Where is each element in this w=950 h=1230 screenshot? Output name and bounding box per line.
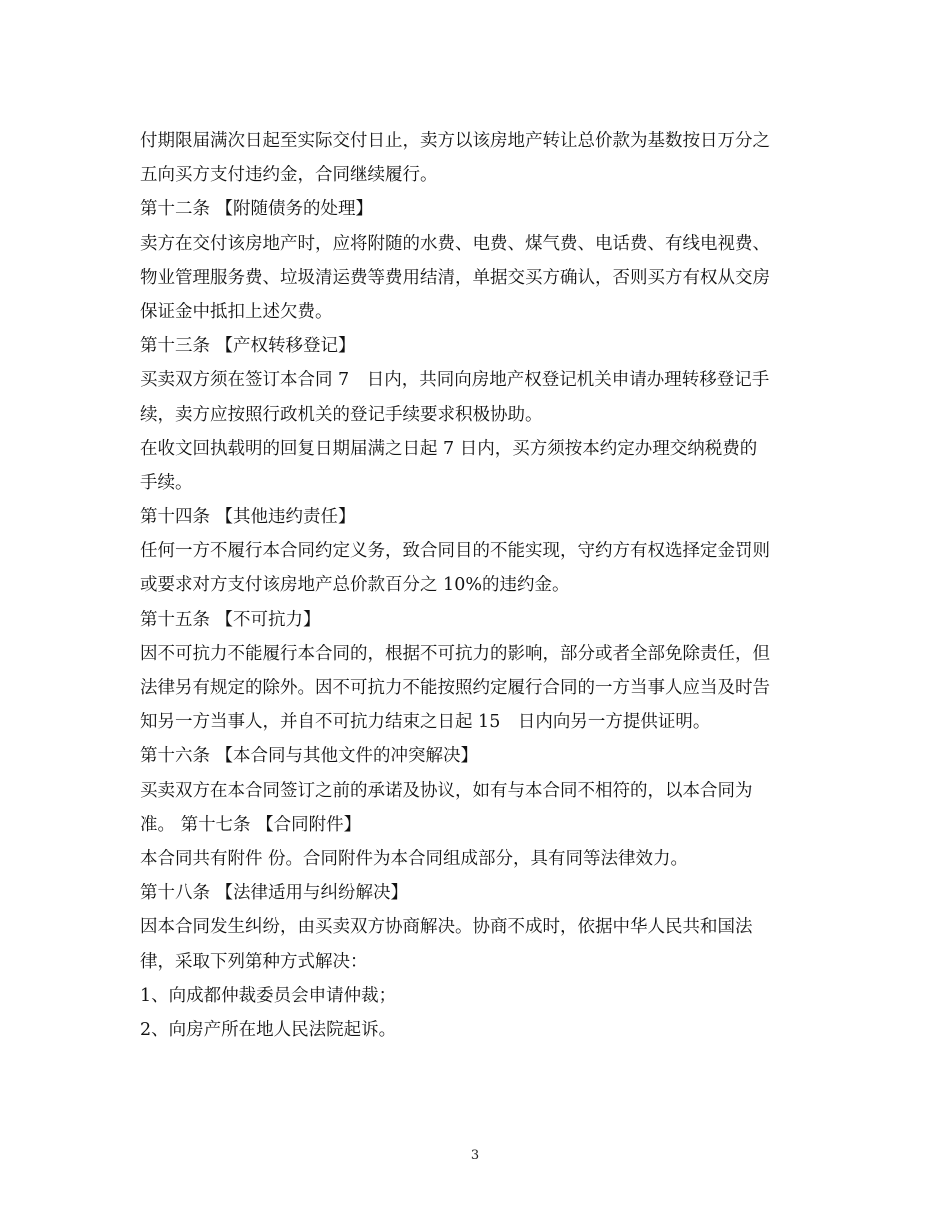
text-line: 五向买方支付违约金，合同继续履行。	[140, 165, 438, 186]
text-line: 卖方在交付该房地产时，应将附随的水费、电费、煤气费、电话费、有线电视费、	[140, 233, 770, 254]
article-heading: 第十八条 【法律适用与纠纷解决】	[140, 883, 409, 904]
list-item: 1、向成都仲裁委员会申请仲裁；	[140, 985, 397, 1006]
text-line: 手续。	[140, 472, 193, 493]
text-line: 律，采取下列第种方式解决：	[140, 951, 368, 972]
text-line: 因本合同发生纠纷，由买卖双方协商解决。协商不成时，依据中华人民共和国法	[140, 917, 753, 938]
article-heading: 第十四条 【其他违约责任】	[140, 507, 356, 528]
text-line: 因不可抗力不能履行本合同的，根据不可抗力的影响，部分或者全部免除责任，但	[140, 643, 770, 664]
article-heading: 第十二条 【附随债务的处理】	[140, 199, 374, 220]
text-line: 付期限届满次日起至实际交付日止，卖方以该房地产转让总价款为基数按日万分之	[140, 131, 770, 151]
text-line: 在收文回执载明的回复日期届满之日起 7 日内，买方须按本约定办理交纳税费的	[140, 438, 758, 459]
document-body	[140, 124, 820, 1047]
list-item: 2、向房产所在地人民法院起诉。	[140, 1019, 397, 1040]
text-line: 或要求对方支付该房地产总价款百分之 10%的违约金。	[140, 575, 570, 596]
text-line: 本合同共有附件 份。合同附件为本合同组成部分，具有同等法律效力。	[140, 848, 689, 869]
page-number: 3	[470, 1148, 480, 1163]
text-line: 法律另有规定的除外。因不可抗力不能按照约定履行合同的一方当事人应当及时告	[140, 678, 770, 698]
text-line: 买卖双方在本合同签订之前的承诺及协议，如有与本合同不相符的，以本合同为	[140, 780, 753, 801]
article-heading: 第十三条 【产权转移登记】	[140, 336, 356, 357]
text-line: 买卖双方须在签订本合同 7 日内，共同向房地产权登记机关申请办理转移登记手	[140, 370, 770, 391]
text-line: 物业管理服务费、垃圾清运费等费用结清，单据交买方确认，否则买方有权从交房	[140, 267, 770, 288]
article-heading: 第十五条 【不可抗力】	[140, 609, 321, 630]
text-line: 任何一方不履行本合同约定义务，致合同目的不能实现，守约方有权选择定金罚则	[140, 541, 770, 562]
article-heading: 第十六条 【本合同与其他文件的冲突解决】	[140, 746, 479, 767]
text-line: 续，卖方应按照行政机关的登记手续要求积极协助。	[140, 404, 543, 425]
text-line: 准。 第十七条 【合同附件】	[140, 814, 362, 835]
text-line: 知另一方当事人，并自不可抗力结束之日起 15 日内向另一方提供证明。	[140, 712, 711, 733]
text-line: 保证金中抵扣上述欠费。	[140, 301, 333, 322]
